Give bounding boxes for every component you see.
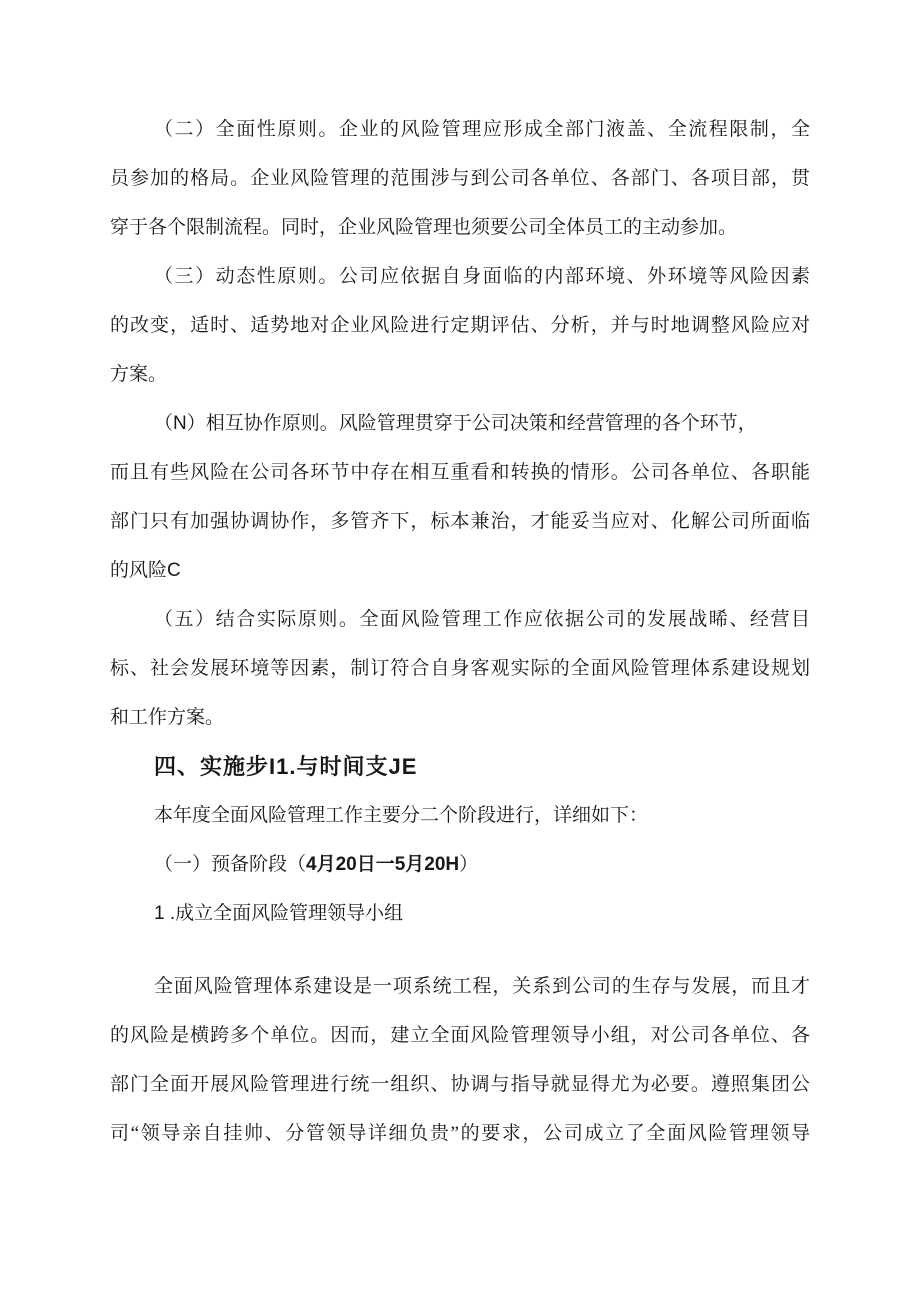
text-run: （三）动态性原则。公司应依据自身面临的内部环境、外环境等风险因素 — [154, 266, 810, 287]
text-line — [110, 350, 810, 399]
text-run: 标、社会发展环境等因素，制订符合自身客观实际的全面风险管理体系建设规划 — [110, 658, 810, 679]
text-line — [110, 203, 810, 252]
text-run: 部门只有加强协调协作，多管齐下，标本兼治，才能妥当应对、化解公司所面临 — [110, 511, 810, 532]
text-run: 部门全面开展风险管理进行统一组织、协调与指导就显得尤为必要。遵照集团公 — [110, 1074, 810, 1095]
text-run: 四、实施步I1.与时间支JE — [154, 754, 418, 779]
text-run: 穿于各个限制流程。同时，企业风险管理也须要公司全体员工的主动参加。 — [110, 217, 738, 238]
text-line — [110, 497, 810, 546]
text-line — [110, 252, 810, 301]
latin-run: 4月20日一5月20H — [306, 854, 460, 875]
text-line — [110, 105, 810, 154]
text-run: （二）全面性原则。企业的风险管理应形成全部门液盖、全流程限制，全 — [154, 119, 810, 140]
section-heading — [110, 742, 810, 791]
latin-run: 1 . — [154, 903, 176, 924]
text-line — [110, 595, 810, 644]
text-line — [110, 889, 810, 938]
text-line — [110, 644, 810, 693]
text-line — [110, 399, 810, 448]
text-line — [110, 154, 810, 203]
text-line — [110, 840, 810, 889]
text-run: 和工作方案。 — [110, 707, 225, 728]
text-run: 方案。 — [110, 364, 168, 385]
latin-run: N — [173, 413, 187, 434]
text-run: 全面风险管理体系建设是一项系统工程，关系到公司的生存与发展，而且才 — [154, 976, 810, 997]
text-line — [110, 693, 810, 742]
text-line — [110, 1060, 810, 1109]
text-line — [110, 448, 810, 497]
text-run: 的改变，适时、适势地对企业风险进行定期评估、分析，并与时地调整风险应对 — [110, 315, 810, 336]
text-run: （五）结合实际原则。全面风险管理工作应依据公司的发展战晞、经营目 — [154, 609, 810, 630]
text-line — [110, 546, 810, 595]
text-run: 的风险是横跨多个单位。因而，建立全面风险管理领导小组，对公司各单位、各 — [110, 1025, 810, 1046]
text-run: 而且有些风险在公司各环节中存在相互重看和转换的情形。公司各单位、各职能 — [110, 462, 810, 483]
text-line — [110, 301, 810, 350]
text-run: （ — [154, 413, 174, 434]
text-run: ）相互协作原则。风险管理贯穿于公司决策和经营管理的各个环节， — [186, 413, 757, 434]
text-run: 员参加的格局。企业风险管理的范围涉与到公司各单位、各部门、各项目部，贯 — [110, 168, 810, 189]
text-line — [110, 1109, 810, 1158]
text-line — [110, 1011, 810, 1060]
text-run: 本年度全面风险管理工作主要分二个阶段进行，详细如下： — [154, 805, 649, 826]
text-run: 成立全面风险管理领导小组 — [175, 903, 404, 924]
text-run: （一）预备阶段（ — [154, 854, 307, 875]
text-line — [110, 791, 810, 840]
text-run: 的风险 — [110, 560, 168, 581]
latin-run: C — [167, 560, 181, 581]
text-run: ） — [459, 854, 479, 875]
text-run: 司“领导亲自挂帅、分管领导详细负贵”的要求，公司成立了全面风险管理领导 — [110, 1123, 810, 1144]
text-line — [110, 962, 810, 1011]
